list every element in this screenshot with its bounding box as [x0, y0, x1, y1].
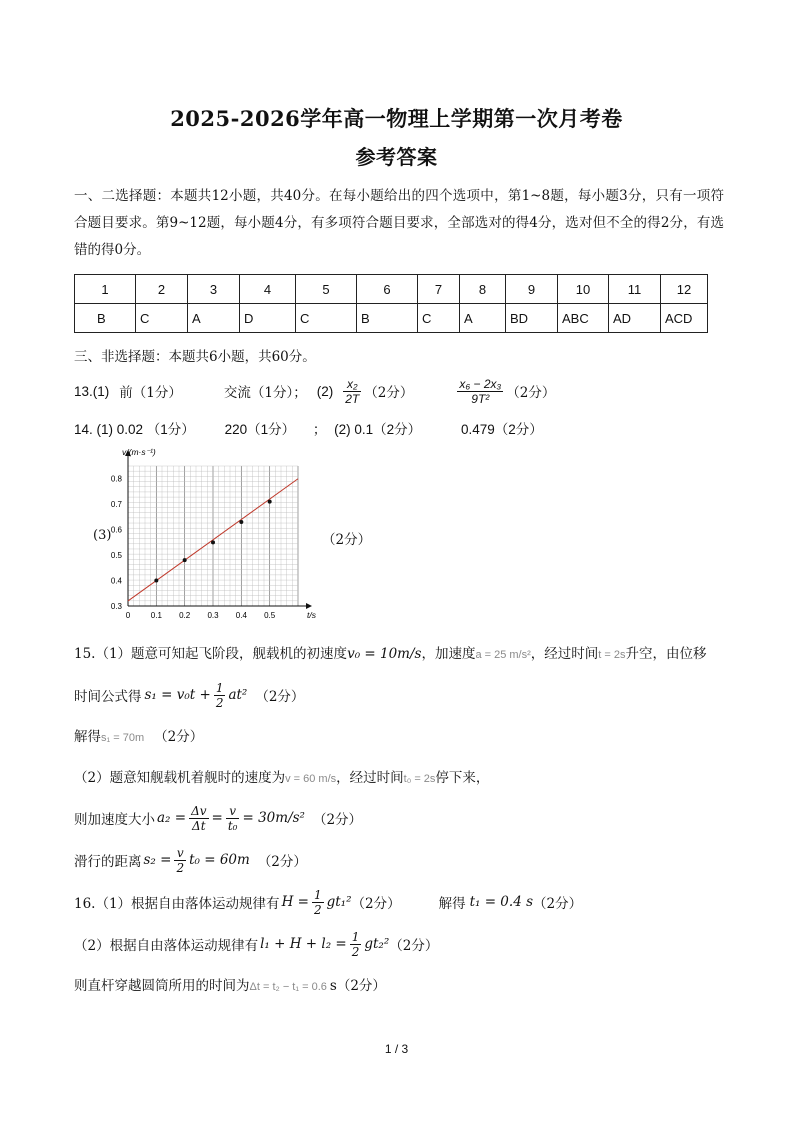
q16-line3 — [74, 974, 386, 994]
q13-score1: （2分） — [364, 385, 414, 401]
q14-part3-label: (3) — [93, 528, 112, 543]
q16-half1 — [312, 888, 324, 917]
answer-cell: ACD — [661, 304, 708, 333]
answer-table-value-row — [75, 304, 708, 333]
q15-text11: 滑行的距离 — [74, 854, 142, 870]
q15-text8: ，经过时间 — [336, 770, 404, 786]
q13-answer1: 前（1分） — [119, 385, 182, 401]
q13-fraction2-den: 9T² — [471, 391, 490, 406]
q15-dv-dt — [189, 804, 208, 833]
q16-half1-num: 1 — [313, 887, 322, 902]
answer-table-header-row — [75, 275, 708, 304]
q16-text3: （2）根据自由落体运动规律有 — [74, 938, 259, 954]
question-number-cell: 12 — [661, 275, 708, 304]
q15-v2-den: 2 — [176, 860, 185, 875]
q14-sep: ； — [312, 422, 327, 437]
q13-part2-label: (2) — [316, 383, 334, 399]
answer-cell: A — [188, 304, 240, 333]
page-subtitle: 参考答案 — [355, 145, 438, 169]
q15-text3: ，经过时间 — [530, 646, 599, 662]
q15-v0: v₀ = 10m/s — [347, 646, 422, 662]
q16-score1: （2分） — [351, 896, 401, 912]
answer-cell: BD — [506, 304, 558, 333]
question-number-cell: 5 — [296, 275, 357, 304]
x-tick-label: 0.2 — [179, 611, 191, 620]
q15-text1: 15.（1）题意可知起飞阶段，舰载机的初速度 — [74, 646, 348, 662]
q15-line3 — [74, 725, 203, 745]
q13-fraction1 — [343, 377, 361, 406]
q16-gt1: gt₁² — [326, 894, 352, 910]
q15-t0-value: t₀ = 2s — [403, 773, 436, 785]
y-tick-label: 0.6 — [110, 525, 122, 535]
q15-a2-result: = 30m/s² — [242, 810, 305, 826]
q15-text9: 停下来， — [435, 770, 490, 786]
answer-cell: ABC — [558, 304, 609, 333]
x-tick-label: 0.5 — [264, 611, 276, 620]
answer-cell: C — [418, 304, 460, 333]
answer-cell: C — [136, 304, 188, 333]
answer-cell: B — [357, 304, 418, 333]
q16-line1 — [74, 884, 582, 920]
section3-heading: 三、非选择题：本题共6小题，共60分。 — [74, 349, 316, 365]
q15-formula-right: at² — [228, 687, 248, 703]
x-tick-label: 0.4 — [235, 611, 247, 620]
question-number-cell: 10 — [558, 275, 609, 304]
q16-text4: 则直杆穿越圆筒所用的时间为 — [74, 978, 250, 994]
q15-text6: 解得 — [74, 729, 101, 745]
q15-half-den: 2 — [215, 695, 224, 710]
question-number-cell: 7 — [418, 275, 460, 304]
q13-label: 13.(1) — [74, 383, 110, 399]
question-number-cell: 11 — [609, 275, 661, 304]
q16-t1: t₁ = 0.4 s — [469, 894, 533, 910]
q15-s1-value: s₁ = 70m — [101, 732, 145, 744]
q16-dt-value: Δt = t₂ − t₁ = 0.6 — [249, 981, 327, 993]
q14-part2b: 0.479（2分） — [460, 422, 543, 437]
x-tick-label: 0.1 — [150, 611, 162, 620]
q15-score4: （2分） — [257, 854, 307, 870]
q15-line5 — [74, 800, 362, 836]
q14-part2: (2) 0.1（2分） — [334, 422, 422, 437]
q14-part1b: 220（1分） — [224, 422, 296, 437]
q15-half-num: 1 — [215, 680, 224, 695]
graph-grid — [128, 466, 298, 606]
q14-part3-score: （2分） — [322, 532, 372, 548]
q13-fraction1-den: 2T — [345, 391, 360, 406]
page-title: 2025-2026学年高一物理上学期第一次月考卷 — [170, 106, 623, 131]
question-number-cell: 2 — [136, 275, 188, 304]
q15-a2: a₂ = — [157, 810, 187, 826]
y-tick-label: 0.7 — [110, 500, 122, 510]
q15-eq: = — [211, 810, 223, 826]
q13-answer — [74, 374, 555, 408]
vt-graph — [100, 446, 322, 626]
question-number-cell: 6 — [357, 275, 418, 304]
answer-table — [74, 274, 708, 333]
q15-v-value: v = 60 m/s — [285, 773, 337, 785]
q15-text2: ，加速度 — [421, 646, 476, 662]
q15-dv: Δv — [191, 803, 207, 818]
q15-t0: t₀ — [227, 818, 238, 833]
q15-time: t = 2s — [598, 649, 626, 661]
q15-formula-left: s₁ = v₀t + — [144, 687, 211, 703]
q15-line6 — [74, 842, 307, 878]
q15-s2: s₂ = — [143, 852, 172, 868]
q15-score3: （2分） — [312, 812, 363, 828]
q13-answer2: 交流（1分）； — [223, 385, 307, 401]
data-point — [183, 558, 187, 562]
q16-half2-num: 1 — [351, 929, 360, 944]
q15-score2: （2分） — [154, 729, 204, 745]
answer-cell: A — [460, 304, 506, 333]
question-number-cell: 3 — [188, 275, 240, 304]
q16-text1: 16.（1）根据自由落体运动规律有 — [74, 896, 280, 912]
q16-score3: （2分） — [389, 938, 439, 954]
q16-H: H = — [281, 894, 309, 910]
y-tick-label: 0.4 — [110, 576, 122, 586]
q16-gt2: gt₂² — [364, 936, 390, 952]
x-axis-label: t/s — [307, 610, 316, 620]
graph-ticks — [111, 475, 276, 620]
data-point — [268, 500, 272, 504]
q14-part1: 14. (1) 0.02 （1分） — [74, 422, 195, 437]
q15-v: v — [226, 804, 240, 819]
x-tick-label: 0.3 — [207, 611, 219, 620]
q16-sum: l₁ + H + l₂ = — [260, 936, 347, 952]
q14-answer — [74, 418, 543, 438]
q15-score1: （2分） — [255, 689, 305, 705]
q15-text10: 则加速度大小 — [74, 812, 155, 828]
q15-line4 — [74, 766, 489, 786]
q13-fraction2-num: x₆ − 2x₃ — [459, 376, 502, 391]
y-tick-label: 0.3 — [110, 602, 122, 611]
q13-fraction2 — [457, 377, 503, 406]
y-tick-label: 0.5 — [110, 551, 122, 561]
data-point — [211, 540, 215, 544]
answer-cell: AD — [609, 304, 661, 333]
q15-text5: 时间公式得 — [74, 689, 142, 705]
q16-line2 — [74, 926, 438, 962]
q16-score4: s（2分） — [329, 978, 386, 994]
q16-score2: （2分） — [533, 896, 583, 912]
q15-line2 — [74, 678, 304, 712]
q15-v-t0 — [226, 804, 240, 833]
q15-s2-result: t₀ = 60m — [189, 852, 250, 868]
q15-text4: 升空，由位移 — [625, 646, 707, 662]
page-number: 1 / 3 — [384, 1042, 409, 1056]
q15-half-fraction — [214, 681, 226, 710]
q15-line1 — [74, 642, 707, 662]
q13-score2: （2分） — [506, 385, 556, 401]
q13-fraction1-num: x₂ — [343, 377, 361, 392]
q16-half2-den: 2 — [351, 944, 360, 959]
q16-text2: 解得 — [438, 896, 466, 912]
data-point — [239, 520, 243, 524]
q15-v-over-2 — [174, 846, 186, 875]
section1-intro: 一、二选择题：本题共12小题，共40分。在每小题给出的四个选项中，第1~8题，每小题3分，只有一项符合题目要求。第9~12题，每小题4分，有多项符合题目要求，全部选对的得4分，选对但不全的得2分，有选错的得0分。 — [74, 188, 724, 258]
y-axis-label: v/(m·s⁻¹) — [122, 447, 156, 457]
question-number-cell: 1 — [75, 275, 136, 304]
q15-dt: Δt — [192, 818, 206, 833]
answer-cell: B — [75, 304, 136, 333]
answer-cell: D — [240, 304, 296, 333]
x-axis-arrow — [306, 603, 312, 609]
q15-accel: a = 25 m/s² — [475, 649, 531, 661]
y-tick-label: 0.8 — [110, 474, 122, 484]
q15-v2-num: v — [174, 846, 186, 861]
question-number-cell: 9 — [506, 275, 558, 304]
answer-cell: C — [296, 304, 357, 333]
data-point — [154, 579, 158, 583]
q15-text7: （2）题意知舰载机着舰时的速度为 — [74, 770, 286, 786]
question-number-cell: 4 — [240, 275, 296, 304]
question-number-cell: 8 — [460, 275, 506, 304]
x-tick-label: 0 — [125, 611, 131, 620]
q16-half1-den: 2 — [313, 902, 322, 917]
q16-half2 — [350, 930, 362, 959]
